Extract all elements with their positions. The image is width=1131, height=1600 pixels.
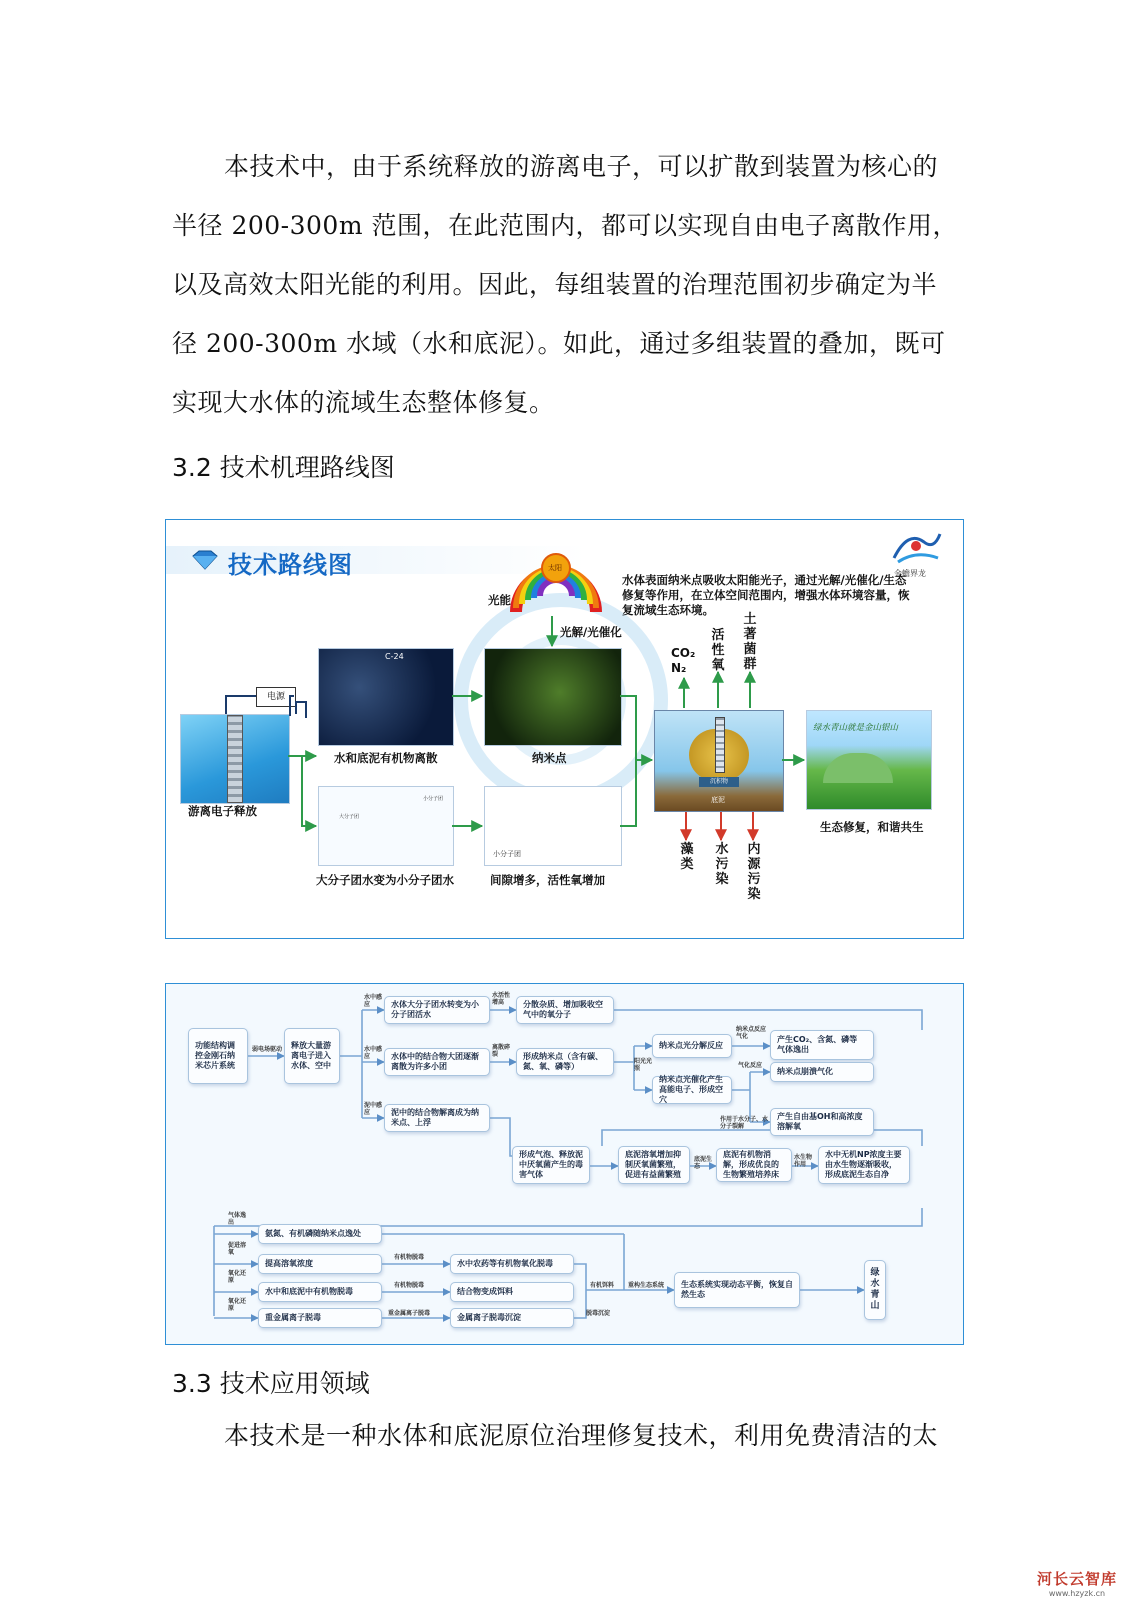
eco-banner-text: 绿水青山就是金山银山 bbox=[813, 723, 899, 733]
note-promote-oxygen: 促进溶氧 bbox=[228, 1242, 247, 1256]
watermark-url: www.hzyzk.cn bbox=[1048, 1589, 1106, 1598]
note-mud-induce: 泥中感应 bbox=[364, 1102, 383, 1116]
note-nano-gasify: 纳米点反应气化 bbox=[736, 1026, 767, 1040]
paragraph-line: 本技术中，由于系统释放的游离电子，可以扩散到装置为核心的 bbox=[224, 152, 939, 181]
flow-box-raise-oxygen: 提高溶氧浓度 bbox=[258, 1254, 382, 1274]
organic-dispersion-label: 水和底泥有机物离散 bbox=[334, 751, 438, 765]
flow-box-oh-radical: 产生自由基OH和高浓度溶解氧 bbox=[770, 1108, 874, 1136]
power-supply-box: 电源 bbox=[256, 687, 296, 707]
note-organic-bait: 有机饵料 bbox=[590, 1282, 615, 1289]
light-energy-label: 光能 bbox=[488, 593, 511, 607]
flow-box-np-absorb: 水中无机NP浓度主要由水生物逐渐吸收，形成底泥生态自净 bbox=[818, 1146, 910, 1184]
note-sediment-eco: 底泥生态 bbox=[694, 1156, 713, 1170]
paragraph-line: 半径 200-300m 范围，在此范围内，都可以实现自由电子离散作用， bbox=[172, 211, 958, 240]
note-metal-detox: 重金属离子脱毒 bbox=[388, 1310, 431, 1317]
logo-text: 金蟾界龙 bbox=[894, 569, 926, 578]
note-weak-field: 弱电场驱动 bbox=[252, 1046, 283, 1053]
mechanism-flowchart-figure bbox=[165, 983, 964, 1345]
flow-box-release-electrons: 释放大量游离电子进入水体、空中 bbox=[284, 1028, 340, 1084]
flow-box-release-toxic-gas: 形成气泡、释放泥中厌氧菌产生的毒害气体 bbox=[512, 1146, 590, 1184]
flow-box-form-nano-dots: 形成纳米点（含有碳、氮、氧、磷等） bbox=[516, 1048, 614, 1076]
flow-box-bait: 结合物变成饵料 bbox=[450, 1282, 574, 1302]
flow-box-metal-precipitate: 金属离子脱毒沉淀 bbox=[450, 1308, 574, 1328]
n2-label: N₂ bbox=[671, 661, 687, 675]
co2-label: CO₂ bbox=[671, 646, 696, 660]
flow-box-organic-digest: 底泥有机物消解，形成优良的生物繁殖培养床 bbox=[716, 1148, 792, 1182]
internal-pollution-output: 内源污染 bbox=[747, 842, 761, 902]
flow-box-pesticide-detox: 水中农药等有机物氧化脱毒 bbox=[450, 1254, 574, 1274]
note-gas-escape: 气体逸出 bbox=[228, 1212, 247, 1226]
section-heading-3-3: 3.3 技术应用领域 bbox=[172, 1369, 370, 1398]
sediment-label: 底泥 bbox=[711, 796, 725, 804]
algae-output: 藻类 bbox=[680, 842, 694, 872]
note-gas-react: 气化反应 bbox=[738, 1062, 763, 1069]
eco-restoration-label: 生态修复，和谐共生 bbox=[820, 820, 924, 834]
flow-box-nano-gasify: 纳米点崩溃气化 bbox=[770, 1062, 874, 1082]
description-text: 水体表面纳米点吸收太阳能光子，通过光解/光催化/生态修复等作用，在立体空间范围内，增强水体环境容量，恢复流域生态环境。 bbox=[622, 573, 910, 617]
c24-tag: C-24 bbox=[385, 652, 404, 661]
photolysis-label: 光解/光催化 bbox=[560, 625, 622, 639]
note-redox-2: 氧化还原 bbox=[228, 1298, 247, 1312]
note-organic-detox-2: 有机物脱毒 bbox=[394, 1282, 425, 1289]
large-cluster-tag: 大分子团 bbox=[339, 814, 360, 820]
flow-box-photolysis: 纳米点光分解反应 bbox=[652, 1034, 732, 1058]
active-oxygen-label: 间隙增多，活性氧增加 bbox=[490, 873, 605, 887]
note-aquatic: 水生物作用 bbox=[794, 1154, 813, 1168]
note-water-active: 水活性增高 bbox=[492, 992, 511, 1006]
note-break: 离散碎裂 bbox=[492, 1044, 511, 1058]
figure1-arrows bbox=[166, 520, 963, 938]
active-oxygen-output: 活性氧 bbox=[711, 628, 725, 673]
flow-box-green-mountains: 绿水青山 bbox=[864, 1260, 886, 1320]
flow-box-sediment-oxygen: 底泥溶氧增加抑制厌氧菌繁殖，促进有益菌繁殖 bbox=[618, 1146, 690, 1184]
note-sunlight: 阳光光照 bbox=[634, 1058, 653, 1072]
flow-box-gas-escape: 产生CO₂、含氮、磷等 气体逸出 bbox=[770, 1030, 874, 1060]
note-organic-detox-1: 有机物脱毒 bbox=[394, 1254, 425, 1261]
note-rebuild-eco: 重构生态系统 bbox=[628, 1282, 665, 1289]
flow-box-small-cluster: 水体大分子团水转变为小分子团活水 bbox=[384, 996, 490, 1024]
intro-paragraph bbox=[172, 137, 962, 432]
paragraph-line: 实现大水体的流域生态整体修复。 bbox=[172, 388, 555, 417]
application-paragraph: 本技术是一种水体和底泥原位治理修复技术，利用免费清洁的太 bbox=[224, 1421, 939, 1450]
native-bacteria-output: 土著菌群 bbox=[743, 612, 757, 672]
flow-box-eco-balance: 生态系统实现动态平衡，恢复自然生态 bbox=[674, 1272, 800, 1308]
technology-route-figure bbox=[165, 519, 964, 939]
flow-box-disperse-impurities: 分散杂质、增加吸收空气中的氧分子 bbox=[516, 996, 614, 1024]
flow-box-photocatalysis: 纳米点光催化产生高能电子、形成空穴 bbox=[652, 1076, 732, 1104]
free-electron-label: 游离电子释放 bbox=[188, 804, 257, 818]
flow-box-sediment-nano: 泥中的结合物解离成为纳米点、上浮 bbox=[384, 1104, 490, 1132]
figure-title: 技术路线图 bbox=[228, 551, 353, 579]
note-water-induce-2: 水中感应 bbox=[364, 1046, 383, 1060]
watermark bbox=[1037, 1568, 1117, 1598]
paragraph-line: 以及高效太阳光能的利用。因此，每组装置的治理范围初步确定为半 bbox=[172, 270, 938, 299]
small-cluster-tag: 小分子团 bbox=[423, 796, 444, 802]
pond-sediment-box: 沉积物 bbox=[699, 777, 739, 787]
sun-label: 太阳 bbox=[548, 564, 562, 572]
molecule-cluster-label: 大分子团水变为小分子团水 bbox=[316, 873, 454, 887]
flow-box-heavy-metal: 重金属离子脱毒 bbox=[258, 1308, 382, 1328]
flow-box-diamond-chip: 功能结构调控金刚石纳米芯片系统 bbox=[188, 1028, 248, 1084]
flow-box-ammonia-escape: 氨氮、有机磷随纳米点逸处 bbox=[258, 1224, 382, 1244]
paragraph-line: 径 200-300m 水域（水和底泥）。如此，通过多组装置的叠加，既可 bbox=[172, 329, 946, 358]
watermark-name: 河长云智库 bbox=[1036, 1570, 1117, 1588]
small-cluster-tag-2: 小分子团 bbox=[493, 850, 521, 858]
water-pollution-output: 水污染 bbox=[715, 842, 729, 887]
section-heading-3-2: 3.2 技术机理路线图 bbox=[172, 453, 395, 482]
flow-box-dispersed-clusters: 水体中的结合物大团逐渐离散为许多小团 bbox=[384, 1048, 490, 1076]
note-water-induce-1: 水中感应 bbox=[364, 994, 383, 1008]
note-water-split: 作用于水分子、水分子裂解 bbox=[720, 1116, 769, 1130]
note-redox-1: 氧化还原 bbox=[228, 1270, 247, 1284]
flow-box-organic-detox: 水中和底泥中有机物脱毒 bbox=[258, 1282, 382, 1302]
note-detox-precipitate: 脱毒沉淀 bbox=[586, 1310, 611, 1317]
nano-dots-label: 纳米点 bbox=[532, 751, 567, 765]
